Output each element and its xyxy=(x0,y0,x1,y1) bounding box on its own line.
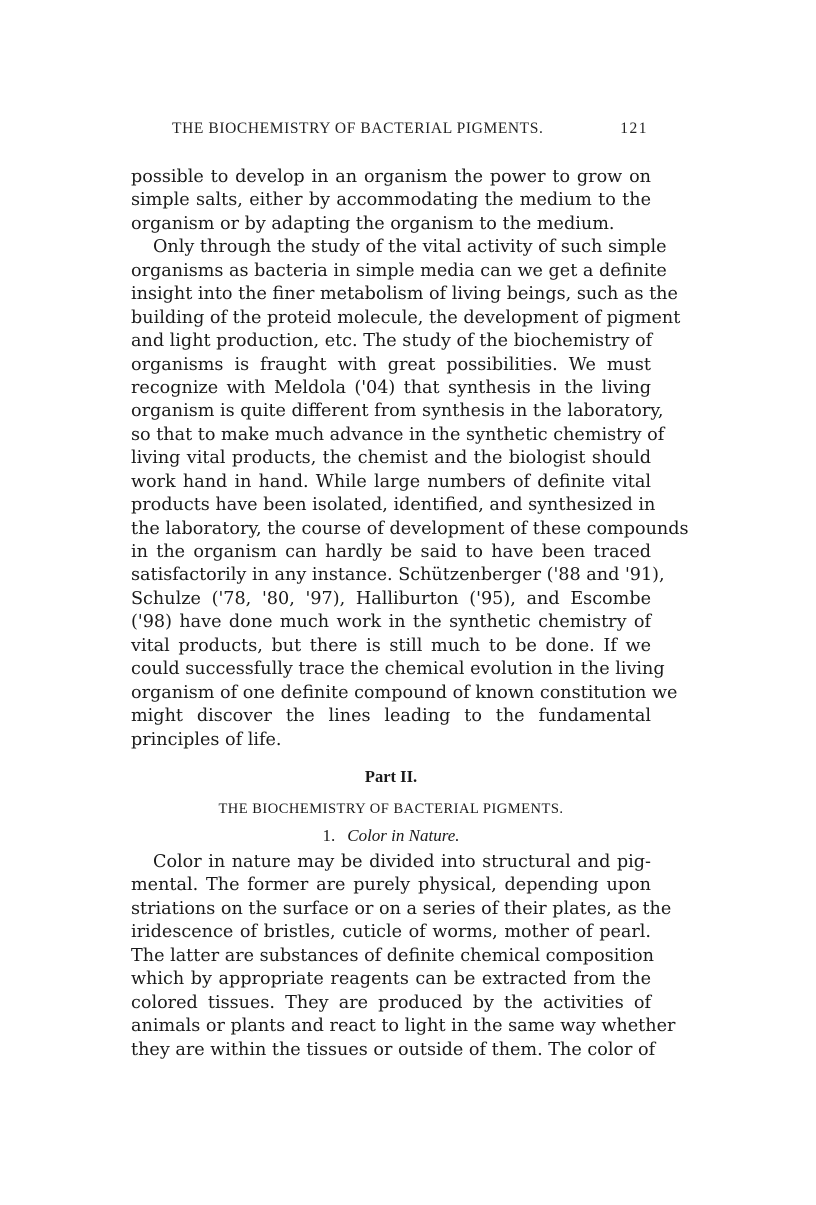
text-line: principles of life. xyxy=(131,729,282,750)
text-line: building of the proteid molecule, the development of pigment xyxy=(131,307,681,328)
text-line: they are within the tissues or outside of them. The color of xyxy=(131,1039,656,1060)
text-line: Color in nature may be divided into structural and pig- xyxy=(153,852,651,872)
text-line: work hand in hand. While large numbers of definite vital xyxy=(131,471,651,492)
text-line: Only through the study of the vital activity of such simple xyxy=(153,237,667,258)
text-line: possible to develop in an organism the power to grow on xyxy=(131,167,651,187)
text-line: animals or plants and react to light in the same way whether xyxy=(131,1016,676,1037)
part-subheading: THE BIOCHEMISTRY OF BACTERIAL PIGMENTS. xyxy=(218,801,564,817)
text-line: products have been isolated, identified, and synthesized in xyxy=(131,495,656,516)
text-line: satisfactorily in any instance. Schützenberger ('88 and '91), xyxy=(131,565,665,586)
text-line: organism is quite different from synthesis in the laboratory, xyxy=(131,401,664,422)
section-heading xyxy=(131,826,651,846)
text-line: and light production, etc. The study of the biochemistry of xyxy=(131,331,653,352)
text-line: organisms as bacteria in simple media can we get a definite xyxy=(131,260,667,281)
text-line: so that to make much advance in the synthetic chemistry of xyxy=(131,424,665,445)
text-line: in the organism can hardly be said to have been traced xyxy=(131,542,651,562)
text-line: iridescence of bristles, cuticle of worms, mother of pearl. xyxy=(131,922,651,943)
text-line: mental. The former are purely physical, depending upon xyxy=(131,875,651,896)
running-header xyxy=(172,120,648,138)
text-line: might discover the lines leading to the fundamental xyxy=(131,706,651,727)
text-line: Schulze ('78, '80, '97), Halliburton ('95), and Escombe xyxy=(131,588,651,609)
text-line: the laboratory, the course of development of these compounds xyxy=(131,518,689,539)
section-title: Color in Nature. xyxy=(347,826,460,845)
text-line: colored tissues. They are produced by the activities of xyxy=(131,992,651,1013)
text-line: could successfully trace the chemical evolution in the living xyxy=(131,659,665,680)
text-line: living vital products, the chemist and the biologist should xyxy=(131,448,651,469)
text-line: The latter are substances of definite chemical composition xyxy=(131,945,654,966)
section-number: 1. xyxy=(322,826,336,845)
text-line: organisms is fraught with great possibilities. We must xyxy=(131,354,651,375)
text-line: recognize with Meldola ('04) that synthesis in the living xyxy=(131,377,651,398)
text-line: insight into the finer metabolism of living beings, such as the xyxy=(131,284,678,305)
text-line: simple salts, either by accommodating the medium to the xyxy=(131,190,651,211)
text-line: vital products, but there is still much to be done. If we xyxy=(131,635,651,656)
text-line: organism or by adapting the organism to the medium. xyxy=(131,213,615,234)
page-number: 121 xyxy=(620,120,648,137)
text-line: ('98) have done much work in the synthetic chemistry of xyxy=(131,612,651,633)
text-line: which by appropriate reagents can be extracted from the xyxy=(131,969,651,990)
text-line: organism of one definite compound of known constitution we xyxy=(131,682,678,703)
part-heading: Part II. xyxy=(364,767,418,786)
body-text-top xyxy=(131,166,689,752)
body-text-bottom xyxy=(131,851,676,1062)
running-title: THE BIOCHEMISTRY OF BACTERIAL PIGMENTS. xyxy=(172,120,544,137)
text-line: striations on the surface or on a series of their plates, as the xyxy=(131,898,672,919)
